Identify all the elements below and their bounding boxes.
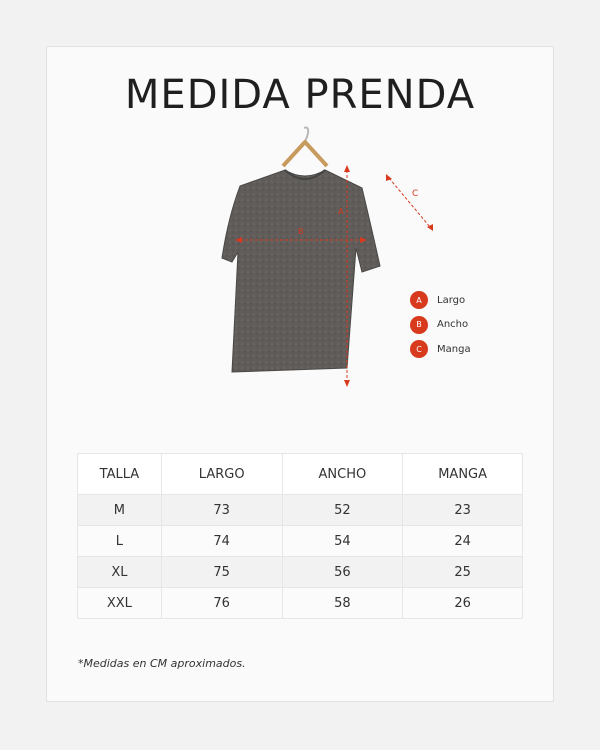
header-ancho: ANCHO [282,454,403,495]
sleeve-arrow [389,178,430,227]
table-header-row [78,454,523,495]
legend-item-manga [410,337,471,362]
length-label: A [338,207,344,216]
cell-talla: XXL [78,588,162,619]
badge-b: B [410,316,428,334]
cell-manga: 23 [403,495,523,526]
table-row [78,588,523,619]
cell-talla: XL [78,557,162,588]
cell-manga: 24 [403,526,523,557]
sleeve-label: C [412,189,419,199]
header-talla: TALLA [78,454,162,495]
table-row [78,526,523,557]
width-label: B [298,227,304,236]
hanger-icon [283,128,327,166]
measurement-note: *Medidas en CM aproximados. [78,657,246,670]
cell-largo: 75 [161,557,282,588]
legend-label: Manga [437,343,471,355]
header-largo: LARGO [161,454,282,495]
cell-largo: 74 [161,526,282,557]
cell-talla: M [78,495,162,526]
badge-a: A [410,291,428,309]
size-table [77,453,523,619]
table-row [78,557,523,588]
legend-label: Largo [437,294,466,306]
cell-largo: 76 [161,588,282,619]
cell-talla: L [78,526,162,557]
header-manga: MANGA [403,454,523,495]
cell-manga: 26 [403,588,523,619]
table-row [78,495,523,526]
badge-c: C [410,340,428,358]
cell-ancho: 58 [282,588,403,619]
cell-ancho: 56 [282,557,403,588]
cell-manga: 25 [403,557,523,588]
measurement-legend [410,288,471,362]
page-title: MEDIDA PRENDA [124,72,476,118]
cell-ancho: 54 [282,526,403,557]
legend-label: Ancho [437,319,469,331]
cell-largo: 73 [161,495,282,526]
cell-ancho: 52 [282,495,403,526]
legend-item-largo [410,288,471,313]
tshirt-shape [222,170,380,372]
legend-item-ancho [410,313,471,338]
